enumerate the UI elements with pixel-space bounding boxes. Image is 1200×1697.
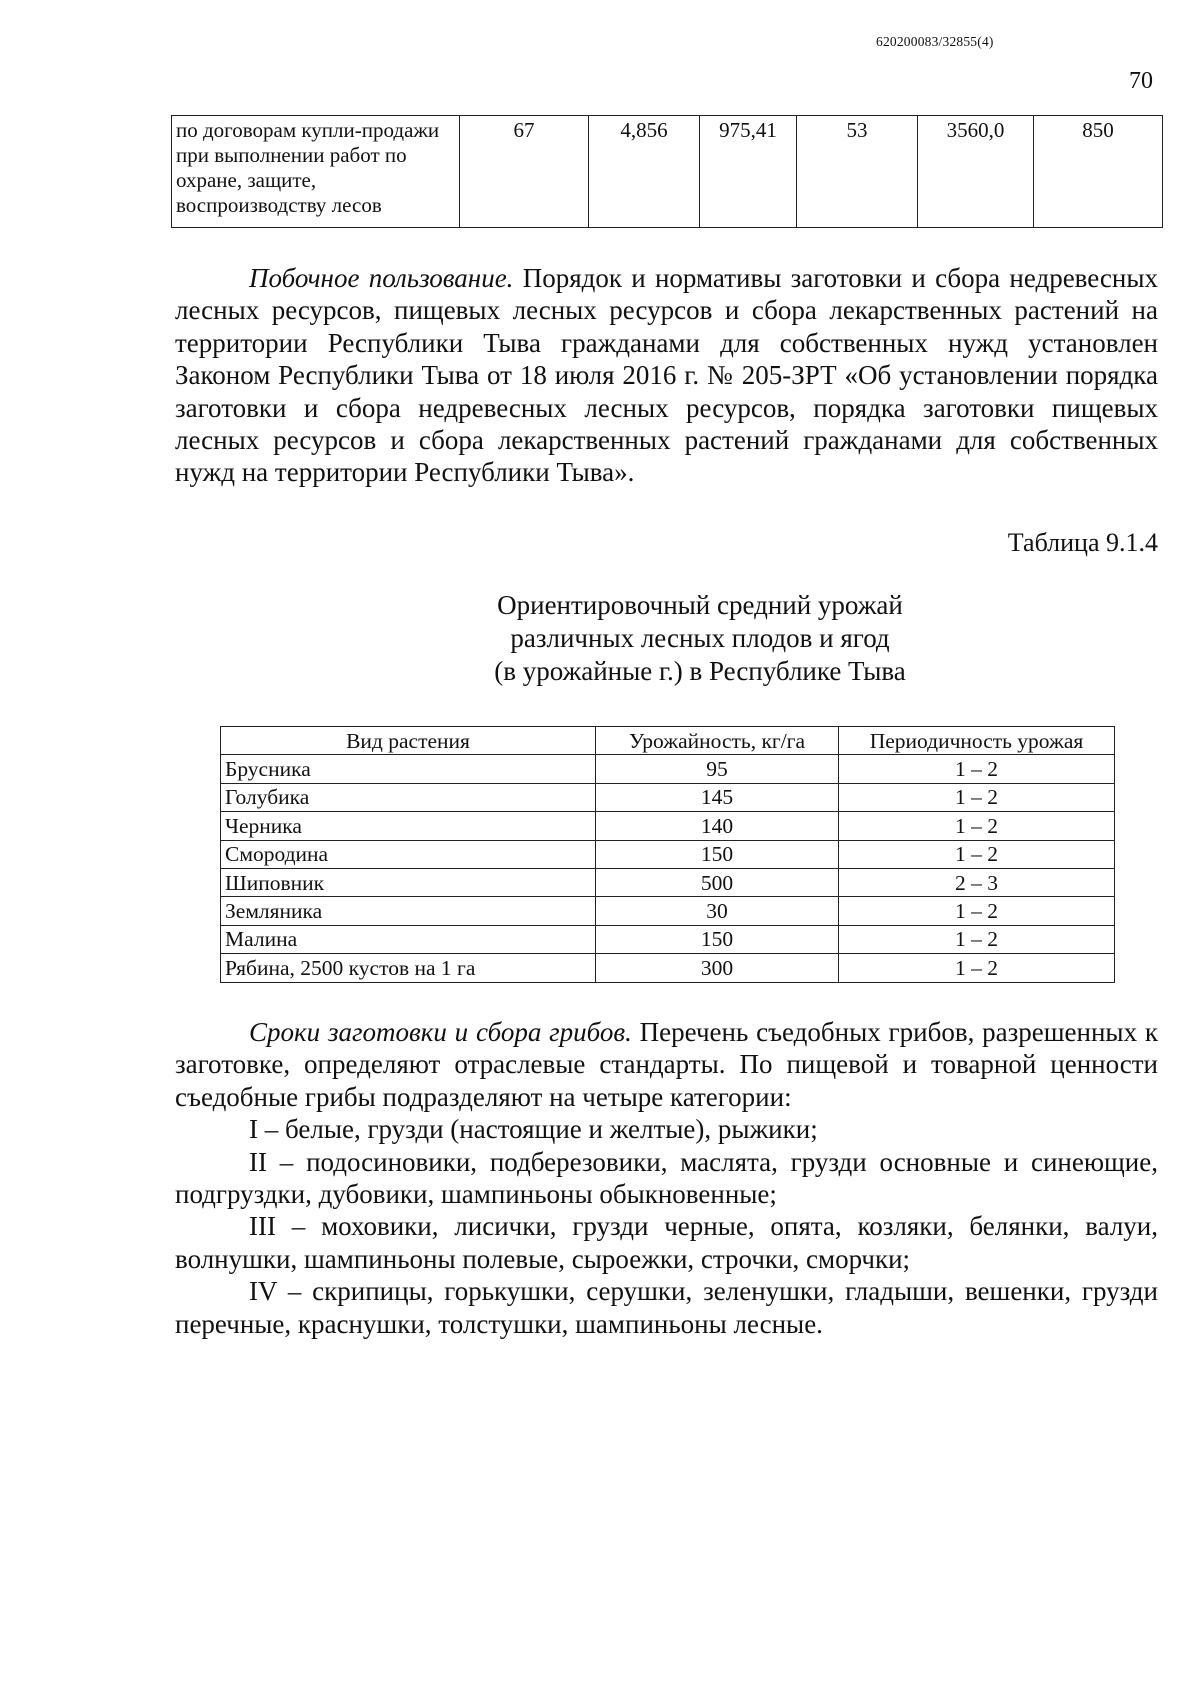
plant-name: Смородина xyxy=(221,840,596,868)
period-value: 1 – 2 xyxy=(839,840,1115,868)
column-header: Урожайность, кг/га xyxy=(596,727,839,755)
category-item: III – моховики, лисички, грузди черные, опята, козляки, белянки, валуи, волнушки, шампиньоны полевые, сыроежки, строчки, сморчки; xyxy=(175,1211,1158,1274)
table-row xyxy=(172,116,1163,228)
yield-table xyxy=(220,726,1115,983)
table-row xyxy=(221,897,1115,925)
table-label: Таблица 9.1.4 xyxy=(1007,528,1158,557)
plant-name: Малина xyxy=(221,925,596,953)
plant-name: Голубика xyxy=(221,783,596,811)
yield-value: 145 xyxy=(596,783,839,811)
table-row xyxy=(221,868,1115,896)
yield-value: 300 xyxy=(596,954,839,982)
column-header: Вид растения xyxy=(221,727,596,755)
period-value: 1 – 2 xyxy=(839,925,1115,953)
category-item: I – белые, грузди (настоящие и желтые), рыжики; xyxy=(249,1114,818,1145)
mushrooms-paragraph xyxy=(175,1016,1158,1113)
plant-name: Брусника xyxy=(221,755,596,783)
plant-name: Рябина, 2500 кустов на 1 га xyxy=(221,954,596,982)
category-item: IV – скрипицы, горькушки, серушки, зеленушки, гладыши, вешенки, грузди перечные, краснушки, толстушки, шампиньоны лесные. xyxy=(175,1276,1158,1339)
table-cell: 3560,0 xyxy=(918,116,1034,228)
category-item: II – подосиновики, подберезовики, маслята, грузди основные и синеющие, подгруздки, дубовики, шампиньоны обыкновенные; xyxy=(175,1146,1158,1210)
side-use-text: Порядок и нормативы заготовки и сбора недревесных лесных ресурсов, пищевых лесных ресурсов и сбора лекарственных растений на территории Республики Тыва гражданами для собственных нужд установлен Законом Республики Тыва от 18 июля 2016 г. № 205-ЗРТ «Об установлении порядка заготовки и сбора недревесных лесных ресурсов, порядка заготовки пищевых лесных ресурсов и сбора лекарственных растений гражданами для собственных нужд на территории Республики Тыва». xyxy=(175,263,1158,488)
table-cell: 4,856 xyxy=(589,116,700,228)
side-use-heading: Побочное пользование. xyxy=(249,263,514,293)
page-number: 70 xyxy=(1129,68,1153,94)
table-row xyxy=(221,840,1115,868)
period-value: 1 – 2 xyxy=(839,897,1115,925)
mushrooms-heading: Сроки заготовки и сбора грибов. xyxy=(249,1017,632,1047)
yield-value: 30 xyxy=(596,897,839,925)
table-title-line: (в урожайные г.) в Республике Тыва xyxy=(494,656,906,686)
column-header: Периодичность урожая xyxy=(839,727,1115,755)
side-use-paragraph xyxy=(175,262,1158,489)
mushrooms-text: Перечень съедобных грибов, разрешенных к заготовке, определяют отраслевые стандарты. По пищевой и товарной ценности съедобные грибы подразделяют на четыре категории: xyxy=(175,1017,1158,1112)
plant-name: Земляника xyxy=(221,897,596,925)
yield-value: 150 xyxy=(596,840,839,868)
yield-value: 500 xyxy=(596,868,839,896)
period-value: 1 – 2 xyxy=(839,783,1115,811)
table-cell: 67 xyxy=(460,116,589,228)
yield-value: 140 xyxy=(596,812,839,840)
period-value: 1 – 2 xyxy=(839,755,1115,783)
table-title xyxy=(380,589,1020,688)
table-row xyxy=(221,925,1115,953)
plant-name: Шиповник xyxy=(221,868,596,896)
table-cell: по договорам купли-продажи при выполнении работ по охране, защите, воспроизводству лесов xyxy=(172,116,460,228)
table-cell: 850 xyxy=(1034,116,1163,228)
table-row xyxy=(221,783,1115,811)
table-row xyxy=(221,954,1115,982)
period-value: 1 – 2 xyxy=(839,954,1115,982)
period-value: 2 – 3 xyxy=(839,868,1115,896)
table-cell: 975,41 xyxy=(700,116,797,228)
table-row xyxy=(221,812,1115,840)
table-header-row xyxy=(221,727,1115,755)
period-value: 1 – 2 xyxy=(839,812,1115,840)
yield-value: 150 xyxy=(596,925,839,953)
document-id: 620200083/32855(4) xyxy=(876,34,994,49)
mushrooms-section xyxy=(175,1016,1158,1340)
table-row xyxy=(221,755,1115,783)
table-title-line: различных лесных плодов и ягод xyxy=(510,623,890,653)
plant-name: Черника xyxy=(221,812,596,840)
table-title-line: Ориентировочный средний урожай xyxy=(497,590,903,620)
yield-value: 95 xyxy=(596,755,839,783)
continuation-table xyxy=(171,115,1163,228)
table-cell: 53 xyxy=(797,116,918,228)
